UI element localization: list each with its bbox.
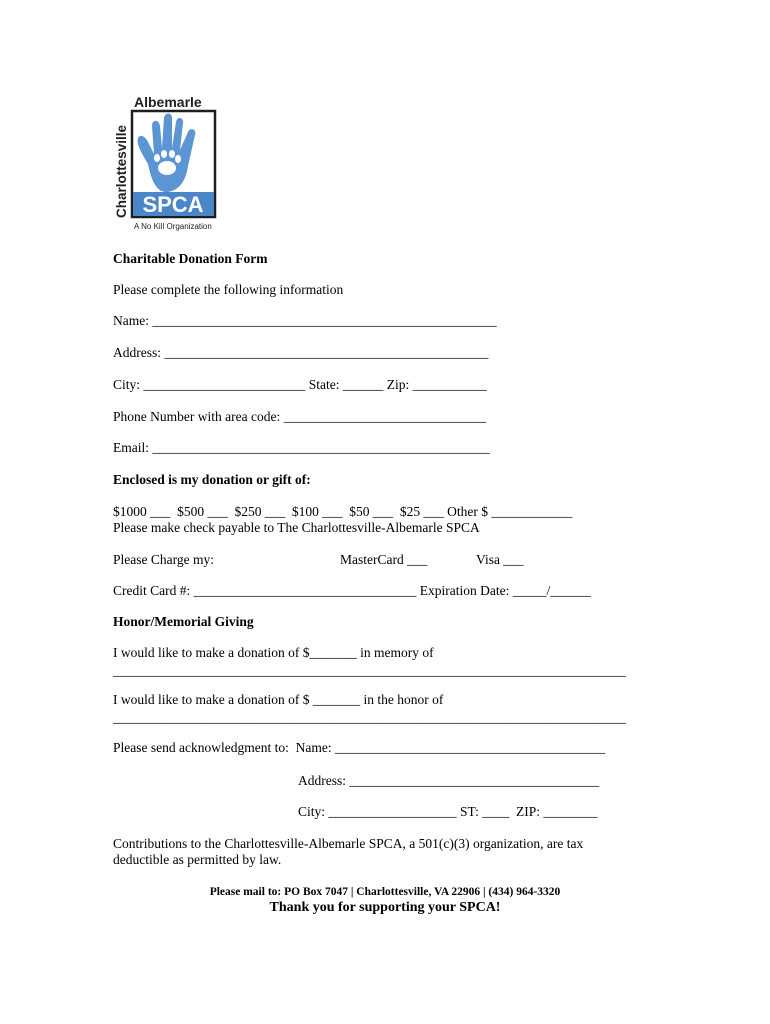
logo-top-text: Albemarle: [134, 94, 202, 110]
memory-donation-field[interactable]: I would like to make a donation of $_______ in memory of: [113, 645, 434, 660]
address-field[interactable]: Address: ________________________________________________: [113, 345, 489, 360]
logo-tagline: A No Kill Organization: [134, 222, 212, 231]
donation-amounts[interactable]: $1000 ___ $500 ___ $250 ___ $100 ___ $50 ___ $25 ___ Other $ ____________: [113, 504, 573, 519]
ack-name-field[interactable]: Please send acknowledgment to: Name: ________________________________________: [113, 740, 605, 755]
check-payable-note: Please make check payable to The Charlottesville-Albemarle SPCA: [113, 520, 480, 535]
tax-note-line-2: deductible as permitted by law.: [113, 852, 282, 867]
mastercard-option[interactable]: MasterCard ___: [340, 552, 428, 567]
name-field[interactable]: Name: ___________________________________________________: [113, 313, 497, 328]
logo-side-text: Charlottesville: [114, 124, 129, 218]
form-intro: Please complete the following information: [113, 282, 344, 297]
memory-name-line[interactable]: ____________________________________________________________________________: [113, 663, 626, 678]
charge-label: Please Charge my:: [113, 552, 214, 567]
honor-name-line[interactable]: ____________________________________________________________________________: [113, 710, 626, 725]
logo-name: SPCA: [142, 192, 204, 217]
enclosed-heading: Enclosed is my donation or gift of:: [113, 472, 311, 487]
honor-donation-field[interactable]: I would like to make a donation of $ _______ in the honor of: [113, 692, 444, 707]
email-field[interactable]: Email: __________________________________________________: [113, 440, 490, 455]
thank-you: Thank you for supporting your SPCA!: [269, 900, 501, 915]
credit-card-field[interactable]: Credit Card #: _________________________________ Expiration Date: _____/______: [113, 583, 591, 598]
city-state-zip-field[interactable]: City: ________________________ State: ______ Zip: ___________: [113, 377, 487, 392]
spca-logo: [112, 92, 222, 234]
phone-field[interactable]: Phone Number with area code: ______________________________: [113, 409, 487, 424]
tax-note-line-1: Contributions to the Charlottesville-Albemarle SPCA, a 501(c)(3) organization, are tax: [113, 836, 584, 851]
mail-address: Please mail to: PO Box 7047 | Charlottesville, VA 22906 | (434) 964-3320: [209, 886, 561, 898]
form-title: Charitable Donation Form: [113, 251, 268, 266]
ack-city-field[interactable]: City: ___________________ ST: ____ ZIP: ________: [298, 804, 598, 819]
ack-address-field[interactable]: Address: _____________________________________: [298, 773, 600, 788]
visa-option[interactable]: Visa ___: [476, 552, 524, 567]
honor-heading: Honor/Memorial Giving: [113, 614, 254, 629]
